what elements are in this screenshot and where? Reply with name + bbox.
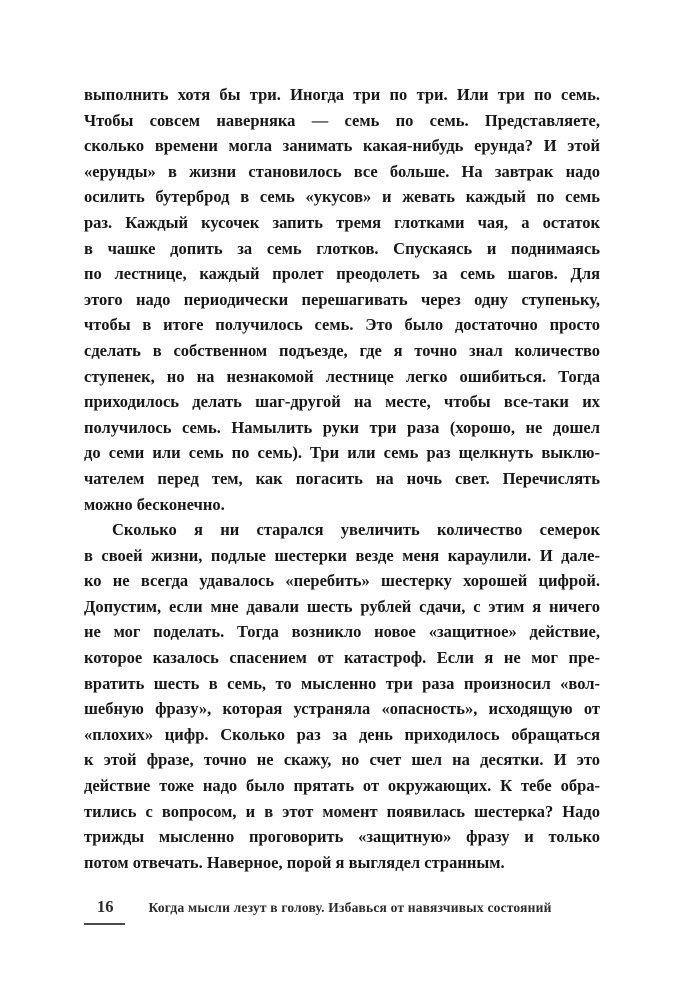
body-text xyxy=(84,82,600,875)
text-line: вратить шесть в семь, то мысленно три раза произносил «вол- xyxy=(84,673,600,693)
text-line: которое казалось спасением от катастроф. Если я не мог пре- xyxy=(84,648,600,668)
text-line: ко не всегда удавалось «перебить» шестерку хорошей цифрой. xyxy=(84,571,600,591)
text-line: к этой фразе, точно не скажу, но счет шел на десятки. И это xyxy=(84,750,600,770)
text-line: не мог поделать. Тогда возникло новое «защитное» действие, xyxy=(84,622,600,642)
text-line: «ерунды» в жизни становилось все больше. На завтрак надо xyxy=(84,161,600,181)
text-line: раз. Каждый кусочек запить тремя глотками чая, а остаток xyxy=(84,212,600,232)
text-line: сделать в собственном подъезде, где я точно знал количество xyxy=(84,340,600,360)
text-line: можно бесконечно. xyxy=(84,494,225,514)
page-number: 16 xyxy=(84,897,125,925)
text-line: сколько времени могла занимать какая-нибудь ерунда? И этой xyxy=(84,136,600,156)
text-line: до семи или семь по семь). Три или семь раз щелкнуть выклю- xyxy=(84,443,600,463)
text-line: «плохих» цифр. Сколько раз за день приходилось обращаться xyxy=(84,724,600,744)
text-line: потом отвечать. Наверное, порой я выглядел странным. xyxy=(84,852,505,872)
text-line: Допустим, если мне давали шесть рублей сдачи, с этим я ничего xyxy=(84,596,600,616)
page-footer xyxy=(84,897,600,925)
text-line: по лестнице, каждый пролет преодолеть за семь шагов. Для xyxy=(84,264,600,284)
text-line: тились с вопросом, и в этот момент появилась шестерка? Надо xyxy=(84,801,600,821)
text-line: этого надо периодически перешагивать через одну ступеньку, xyxy=(84,289,600,309)
text-line: осилить бутерброд в семь «укусов» и жевать каждый по семь xyxy=(84,187,600,207)
text-line: выполнить хотя бы три. Иногда три по три. Или три по семь. xyxy=(84,85,600,104)
text-line: чтобы в итоге получилось семь. Это было достаточно просто xyxy=(84,315,600,335)
text-line: действие тоже надо было прятать от окружающих. К тебе обра- xyxy=(84,776,600,796)
text-line: чателем перед тем, как погасить на ночь свет. Перечислять xyxy=(84,468,600,488)
text-line: получилось семь. Намылить руки три раза (хорошо, не дошел xyxy=(84,417,600,437)
text-line: шебную фразу», которая устраняла «опасность», исходящую от xyxy=(84,699,600,719)
text-line: трижды мысленно проговорить «защитную» фразу и только xyxy=(84,827,600,847)
text-line: Сколько я ни старался увеличить количество семерок xyxy=(112,520,600,540)
running-title: Когда мысли лезут в голову. Избавься от навязчивых состояний xyxy=(148,900,552,915)
text-line: в чашке допить за семь глотков. Спускаясь и поднимаясь xyxy=(84,238,600,258)
text-line: в своей жизни, подлые шестерки везде меня караулили. И дале- xyxy=(84,545,600,565)
text-line: Чтобы совсем наверняка — семь по семь. Представляете, xyxy=(84,110,600,130)
text-line: приходилось делать шаг-другой на месте, чтобы все-таки их xyxy=(84,392,600,412)
text-line: ступенек, но на незнакомой лестнице легко ошибиться. Тогда xyxy=(84,366,600,386)
